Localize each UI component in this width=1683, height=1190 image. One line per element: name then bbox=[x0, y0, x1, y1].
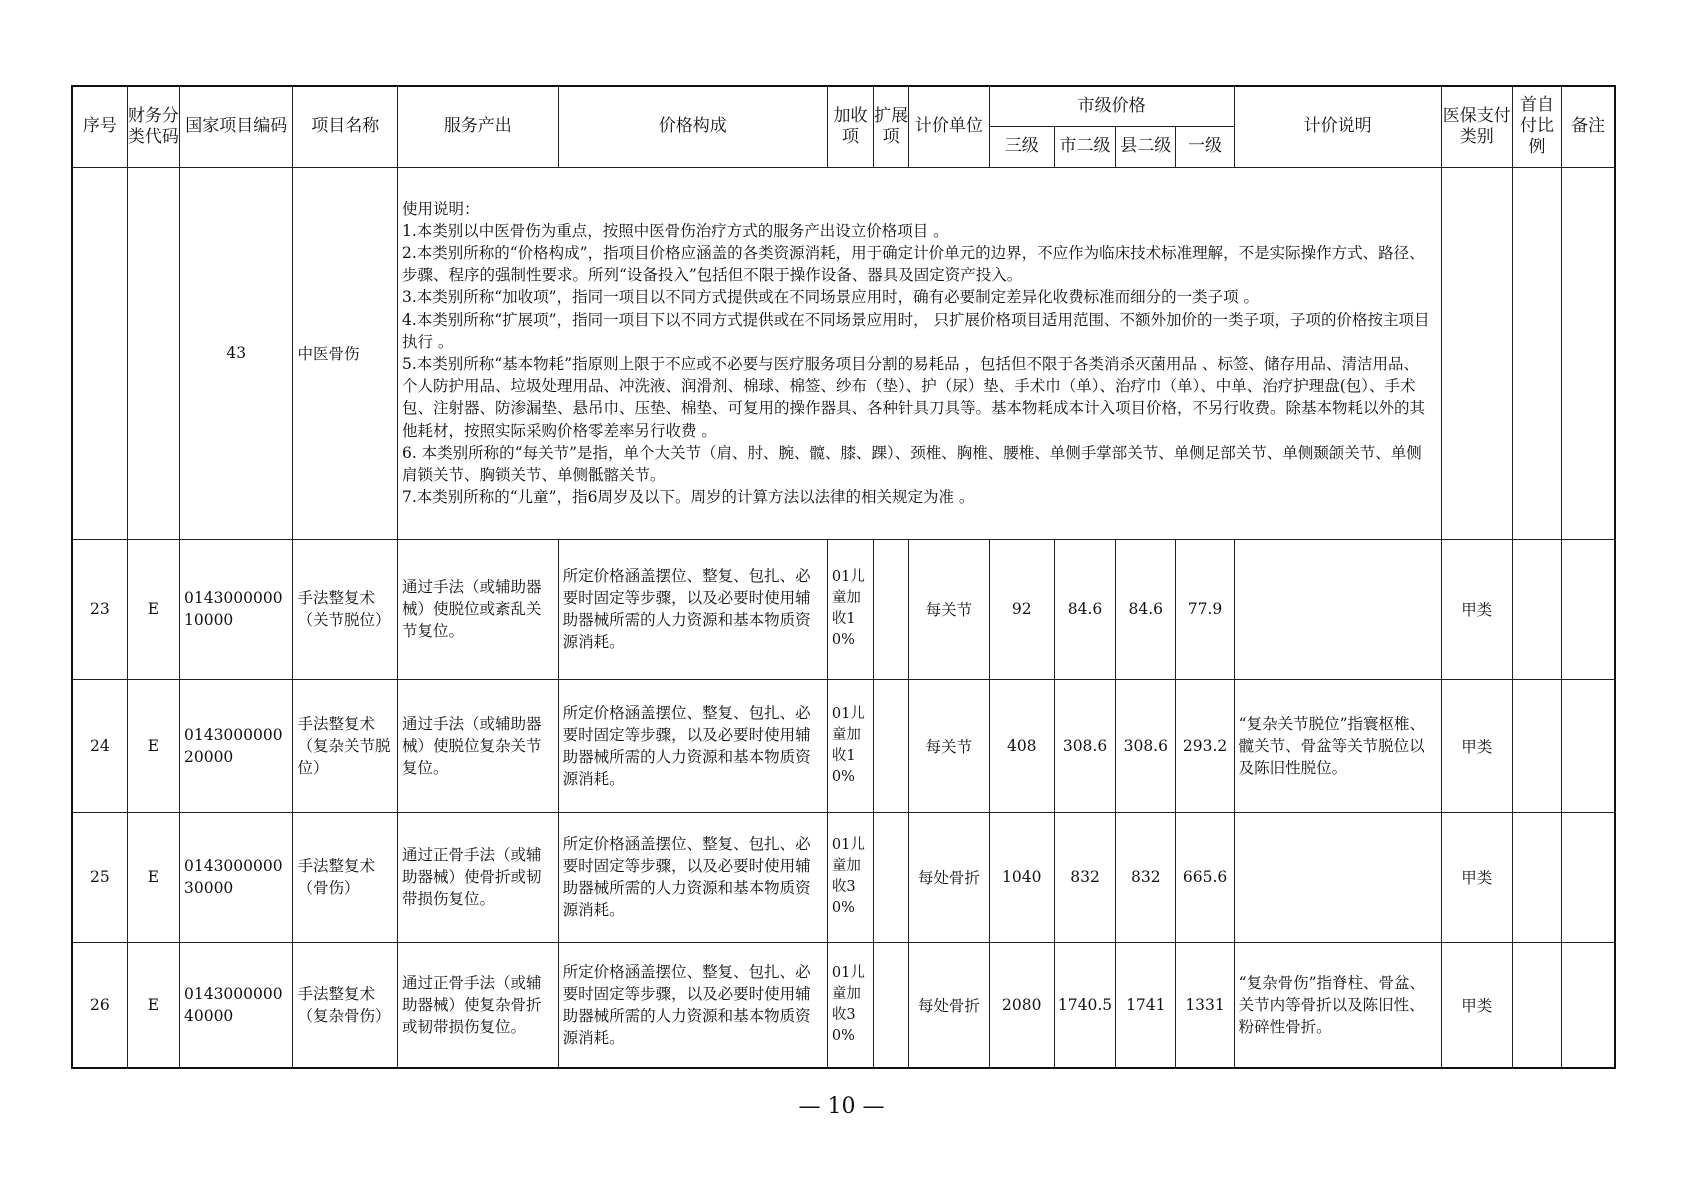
row-price-county2: 84.6 bbox=[1116, 539, 1176, 679]
row-nat-code: 014300000040000 bbox=[179, 942, 293, 1068]
row-extension bbox=[874, 679, 909, 812]
header-surcharge: 加收项 bbox=[827, 86, 873, 167]
row-surcharge: 01儿童加收30% bbox=[827, 812, 873, 942]
row-self-pay bbox=[1512, 679, 1561, 812]
row-composition: 所定价格涵盖摆位、整复、包扎、必要时固定等步骤，以及必要时使用辅助器械所需的人力资源和基本物质资源消耗。 bbox=[558, 812, 827, 942]
page-number: — 10 — bbox=[798, 1094, 885, 1119]
row-extension bbox=[874, 942, 909, 1068]
row-self-pay bbox=[1512, 942, 1561, 1068]
row-remark bbox=[1562, 942, 1615, 1068]
header-self-pay: 首自付比例 bbox=[1512, 86, 1561, 167]
header-remark: 备注 bbox=[1562, 86, 1615, 167]
row-unit: 每关节 bbox=[909, 539, 989, 679]
row-output: 通过手法（或辅助器械）使脱位复杂关节复位。 bbox=[397, 679, 558, 812]
header-insurance: 医保支付类别 bbox=[1441, 86, 1512, 167]
row-pricing-note: “复杂骨伤”指脊柱、骨盆、关节内等骨折以及陈旧性、粉碎性骨折。 bbox=[1234, 942, 1441, 1068]
usage-note-line: 1.本类别以中医骨伤为重点，按照中医骨伤治疗方式的服务产出设立价格项目 。 bbox=[401, 221, 949, 240]
header-composition: 价格构成 bbox=[558, 86, 827, 167]
header-unit: 计价单位 bbox=[909, 86, 989, 167]
row-self-pay bbox=[1512, 812, 1561, 942]
row-insurance: 甲类 bbox=[1441, 942, 1512, 1068]
row-price-county2: 308.6 bbox=[1116, 679, 1176, 812]
header-city2: 市二级 bbox=[1054, 126, 1115, 167]
row-price-tier3: 2080 bbox=[989, 942, 1054, 1068]
row-extension bbox=[874, 539, 909, 679]
row-nat-code: 014300000030000 bbox=[179, 812, 293, 942]
row-output: 通过正骨手法（或辅助器械）使复杂骨折或韧带损伤复位。 bbox=[397, 942, 558, 1068]
row-price-tier1: 1331 bbox=[1176, 942, 1234, 1068]
row-unit: 每关节 bbox=[909, 679, 989, 812]
row-name: 手法整复术（复杂关节脱位） bbox=[293, 679, 397, 812]
usage-note-line: 2.本类别所称的“价格构成”，指项目价格应涵盖的各类资源消耗，用于确定计价单元的边界，不应作为临床技术标准理解，不是实际操作方式、路径、步骤、程序的强制性要求。所列“设备投入”包括但不限于操作设备、器具及固定资产投入。 bbox=[401, 243, 1425, 285]
category-name: 中医骨伤 bbox=[293, 167, 397, 539]
row-price-city2: 84.6 bbox=[1054, 539, 1115, 679]
row-seq: 23 bbox=[72, 539, 127, 679]
table-row bbox=[72, 539, 1615, 679]
usage-notes bbox=[397, 167, 1441, 539]
row-insurance: 甲类 bbox=[1441, 812, 1512, 942]
row-nat-code: 014300000020000 bbox=[179, 679, 293, 812]
row-price-city2: 1740.5 bbox=[1054, 942, 1115, 1068]
row-surcharge: 01儿童加收30% bbox=[827, 942, 873, 1068]
row-seq: 25 bbox=[72, 812, 127, 942]
row-unit: 每处骨折 bbox=[909, 812, 989, 942]
category-row bbox=[72, 167, 1615, 539]
category-code: 43 bbox=[179, 167, 293, 539]
row-fin-code: E bbox=[127, 812, 179, 942]
row-price-tier1: 665.6 bbox=[1176, 812, 1234, 942]
header-fin-code: 财务分类代码 bbox=[127, 86, 179, 167]
row-price-tier3: 408 bbox=[989, 679, 1054, 812]
usage-note-line: 4.本类别所称“扩展项”，指同一项目下以不同方式提供或在不同场景应用时， 只扩展价格项目适用范围、不额外加价的一类子项，子项的价格按主项目执行 。 bbox=[401, 310, 1430, 351]
header-pricing-note: 计价说明 bbox=[1234, 86, 1441, 167]
row-pricing-note bbox=[1234, 539, 1441, 679]
row-output: 通过手法（或辅助器械）使脱位或紊乱关节复位。 bbox=[397, 539, 558, 679]
usage-note-line: 使用说明： bbox=[401, 199, 480, 218]
row-nat-code: 014300000010000 bbox=[179, 539, 293, 679]
header-seq: 序号 bbox=[72, 86, 127, 167]
row-seq: 24 bbox=[72, 679, 127, 812]
table-row bbox=[72, 812, 1615, 942]
header-tier1: 一级 bbox=[1176, 126, 1234, 167]
row-pricing-note: “复杂关节脱位”指寰枢椎、髋关节、骨盆等关节脱位以及陈旧性脱位。 bbox=[1234, 679, 1441, 812]
row-self-pay bbox=[1512, 539, 1561, 679]
header-city-price: 市级价格 bbox=[989, 86, 1234, 126]
usage-note-line: 6. 本类别所称的“每关节”是指，单个大关节（肩、肘、腕、髋、膝、踝）、颈椎、胸椎、腰椎、单侧手掌部关节、单侧足部关节、单侧颞颌关节、单侧肩锁关节、胸锁关节、单侧骶髂关节。 bbox=[401, 443, 1422, 485]
row-price-tier3: 92 bbox=[989, 539, 1054, 679]
header-nat-code: 国家项目编码 bbox=[179, 86, 293, 167]
header-name: 项目名称 bbox=[293, 86, 397, 167]
row-surcharge: 01儿童加收10% bbox=[827, 679, 873, 812]
row-pricing-note bbox=[1234, 812, 1441, 942]
row-name: 手法整复术（关节脱位） bbox=[293, 539, 397, 679]
row-composition: 所定价格涵盖摆位、整复、包扎、必要时固定等步骤，以及必要时使用辅助器械所需的人力资源和基本物质资源消耗。 bbox=[558, 942, 827, 1068]
header-output: 服务产出 bbox=[397, 86, 558, 167]
usage-note-line: 3.本类别所称“加收项”，指同一项目以不同方式提供或在不同场景应用时，确有必要制定差异化收费标准而细分的一类子项 。 bbox=[401, 288, 1260, 307]
row-fin-code: E bbox=[127, 942, 179, 1068]
row-extension bbox=[874, 812, 909, 942]
row-output: 通过正骨手法（或辅助器械）使骨折或韧带损伤复位。 bbox=[397, 812, 558, 942]
usage-note-line: 7.本类别所称的“儿童”，指6周岁及以下。周岁的计算方法以法律的相关规定为准 。 bbox=[401, 488, 975, 507]
row-price-city2: 308.6 bbox=[1054, 679, 1115, 812]
row-price-county2: 1741 bbox=[1116, 942, 1176, 1068]
row-seq: 26 bbox=[72, 942, 127, 1068]
usage-note-line: 5.本类别所称“基本物耗”指原则上限于不应或不必要与医疗服务项目分割的易耗品 ，包括但不限于各类消杀灭菌用品 、标签、储存用品、清洁用品、个人防护用品、垃圾处理用品、冲洗液、润滑剂、棉球、棉签、纱布（垫）、护（尿）垫、手术巾（单）、治疗巾（单）、中单、治疗护理盘(包）、手术包、注射器、防渗漏垫、悬吊巾、压垫、棉垫、可复用的操作器具、各种针具刀具等。基本物耗成本计入项目价格，不另行收费。除基本物耗以外的其他耗材，按照实际采购价格零差率另行收费 。 bbox=[401, 355, 1425, 440]
row-fin-code: E bbox=[127, 679, 179, 812]
table-row bbox=[72, 679, 1615, 812]
row-name: 手法整复术（复杂骨伤） bbox=[293, 942, 397, 1068]
header-tier3: 三级 bbox=[989, 126, 1054, 167]
row-price-city2: 832 bbox=[1054, 812, 1115, 942]
row-insurance: 甲类 bbox=[1441, 539, 1512, 679]
price-table bbox=[71, 85, 1616, 1069]
header-extension: 扩展项 bbox=[874, 86, 909, 167]
row-price-county2: 832 bbox=[1116, 812, 1176, 942]
row-composition: 所定价格涵盖摆位、整复、包扎、必要时固定等步骤，以及必要时使用辅助器械所需的人力资源和基本物质资源消耗。 bbox=[558, 539, 827, 679]
row-remark bbox=[1562, 679, 1615, 812]
row-remark bbox=[1562, 812, 1615, 942]
row-name: 手法整复术（骨伤） bbox=[293, 812, 397, 942]
table-row bbox=[72, 942, 1615, 1068]
row-surcharge: 01儿童加收10% bbox=[827, 539, 873, 679]
row-fin-code: E bbox=[127, 539, 179, 679]
row-price-tier1: 77.9 bbox=[1176, 539, 1234, 679]
row-composition: 所定价格涵盖摆位、整复、包扎、必要时固定等步骤，以及必要时使用辅助器械所需的人力资源和基本物质资源消耗。 bbox=[558, 679, 827, 812]
row-unit: 每处骨折 bbox=[909, 942, 989, 1068]
row-price-tier1: 293.2 bbox=[1176, 679, 1234, 812]
header-county2: 县二级 bbox=[1116, 126, 1176, 167]
row-price-tier3: 1040 bbox=[989, 812, 1054, 942]
row-insurance: 甲类 bbox=[1441, 679, 1512, 812]
row-remark bbox=[1562, 539, 1615, 679]
